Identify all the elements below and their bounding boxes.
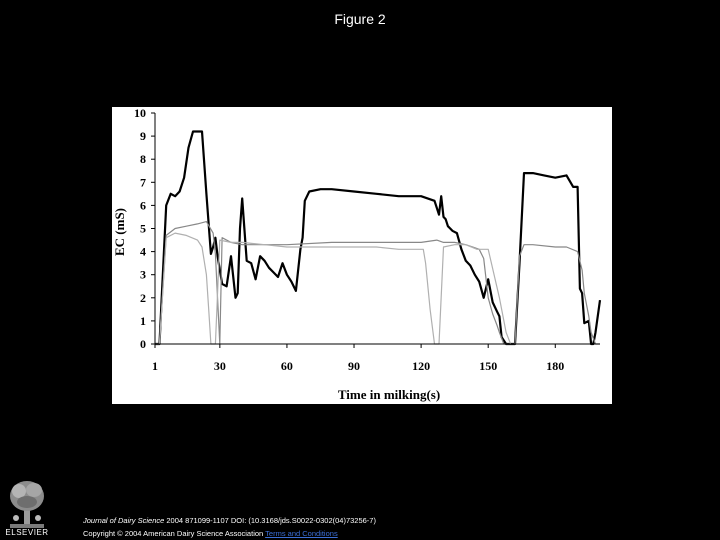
x-tick-label: 1	[152, 359, 158, 373]
x-tick-label: 90	[348, 359, 361, 373]
y-tick-label: 6	[140, 198, 146, 213]
publisher-name: ELSEVIER	[5, 528, 49, 537]
x-tick-label: 60	[280, 359, 293, 373]
journal-name: Journal of Dairy Science	[83, 516, 165, 525]
x-axis-label: Time in milking(s)	[337, 387, 441, 402]
copyright-line	[83, 527, 376, 540]
y-tick-label: 4	[140, 244, 146, 259]
y-tick-label: 1	[140, 313, 146, 328]
y-tick-label: 2	[140, 290, 146, 305]
series-layer	[155, 132, 600, 345]
slide-title: Figure 2	[334, 11, 386, 27]
y-tick-label: 9	[140, 129, 146, 144]
terms-and-conditions-link[interactable]: Terms and Conditions	[265, 529, 338, 538]
y-tick-label: 3	[140, 267, 146, 282]
elsevier-tree-logo	[6, 478, 48, 533]
x-tick-label: 120	[412, 359, 431, 373]
y-tick-label: 7	[140, 175, 146, 190]
ec-line-chart	[112, 107, 612, 404]
y-tick-label: 8	[140, 152, 146, 167]
citation-block	[83, 514, 376, 540]
series-line-3	[155, 233, 511, 344]
citation-line	[83, 514, 376, 527]
y-tick-label: 0	[140, 337, 146, 351]
y-tick-label: 10	[134, 107, 146, 120]
x-tick-label: 150	[479, 359, 498, 373]
x-tick-label: 180	[546, 359, 565, 373]
y-tick-label: 5	[140, 221, 146, 236]
x-tick-label: 30	[213, 359, 226, 373]
figure-panel	[112, 107, 612, 404]
axes-frame	[155, 113, 600, 344]
copyright-text: Copyright © 2004 American Dairy Science Association	[83, 529, 266, 538]
y-axis-label: EC (mS)	[112, 207, 127, 257]
citation-details: 2004 871099-1107 DOI: (10.3168/jds.S0022-0302(04)73256-7)	[164, 516, 376, 525]
